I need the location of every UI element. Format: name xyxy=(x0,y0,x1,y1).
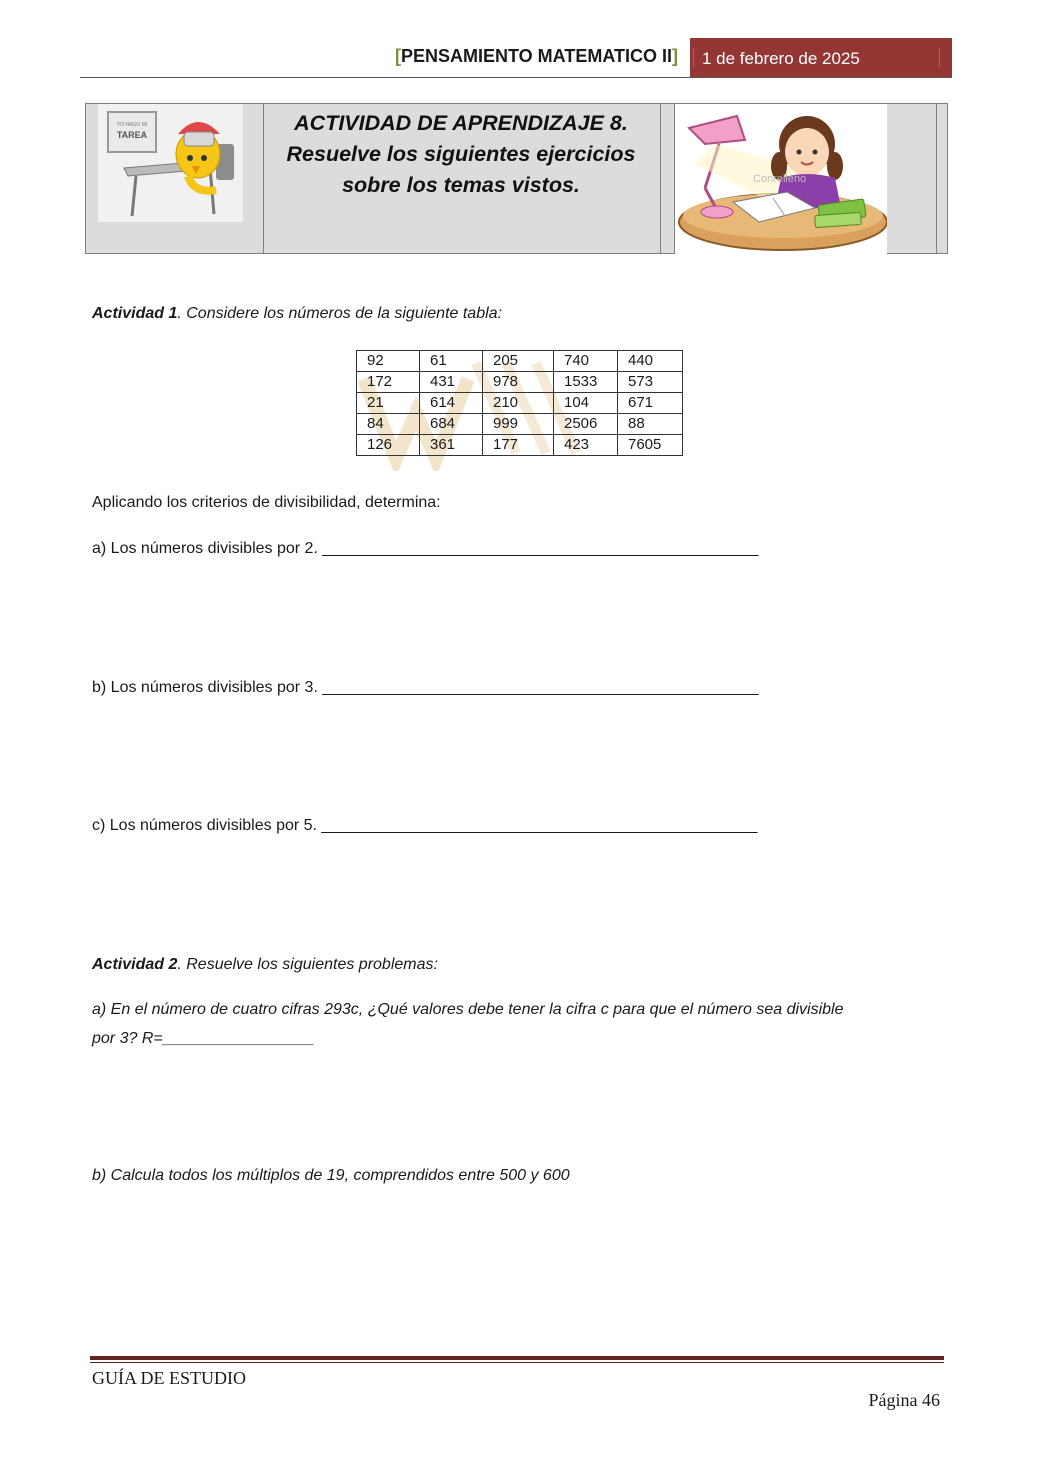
tarea-sign-small: YO HAGO MI xyxy=(116,122,148,128)
footer-divider xyxy=(90,1362,944,1363)
activity-2-label: Actividad 2 xyxy=(92,956,178,973)
problem-a-line1: a) En el número de cuatro cifras 293c, ¿Qué valores debe tener la cifra c para que el número sea divisible xyxy=(92,1001,844,1018)
table-cell: 205 xyxy=(483,351,554,372)
table-row xyxy=(357,351,683,372)
homework-chick-illustration xyxy=(98,104,243,222)
table-cell: 978 xyxy=(483,372,554,393)
table-cell: 177 xyxy=(483,435,554,456)
activity-1-prompt xyxy=(92,304,502,324)
table-cell: 126 xyxy=(357,435,420,456)
illustration-watermark: Conrelleno xyxy=(753,173,807,185)
table-cell: 740 xyxy=(554,351,618,372)
table-cell: 684 xyxy=(420,414,483,435)
document-header-title xyxy=(395,46,678,67)
table-row xyxy=(357,435,683,456)
problem-b: b) Calcula todos los múltiplos de 19, comprendidos entre 500 y 600 xyxy=(92,1167,570,1184)
question-b-divisible-3: b) Los números divisibles por 3. _________________________________________________ xyxy=(92,679,759,696)
table-cell: 440 xyxy=(618,351,683,372)
banner-title-line: sobre los temas vistos. xyxy=(342,173,580,197)
divisibility-instruction: Aplicando los criterios de divisibilidad, determina: xyxy=(92,494,441,511)
header-divider xyxy=(80,77,952,78)
activity-2-prompt xyxy=(92,955,438,975)
footer-guide-label: GUÍA DE ESTUDIO xyxy=(92,1368,246,1388)
table-cell: 671 xyxy=(618,393,683,414)
activity-1-text: . Considere los números de la siguiente tabla: xyxy=(177,305,502,322)
table-cell: 172 xyxy=(357,372,420,393)
table-cell: 61 xyxy=(420,351,483,372)
header-bracket-open: [ xyxy=(394,46,401,66)
table-cell: 999 xyxy=(483,414,554,435)
table-cell: 2506 xyxy=(554,414,618,435)
banner-divider xyxy=(660,104,661,253)
banner-divider xyxy=(936,104,937,253)
table-cell: 84 xyxy=(357,414,420,435)
table-cell: 92 xyxy=(357,351,420,372)
table-cell: 423 xyxy=(554,435,618,456)
activity-banner-title xyxy=(270,108,652,201)
page-number: Página 46 xyxy=(868,1390,940,1410)
header-date: 1 de febrero de 2025 xyxy=(690,38,952,78)
table-cell: 1533 xyxy=(554,372,618,393)
table-cell: 21 xyxy=(357,393,420,414)
banner-title-line: ACTIVIDAD DE APRENDIZAJE 8. xyxy=(294,111,628,135)
activity-2-text: . Resuelve los siguientes problemas: xyxy=(177,956,438,973)
table-cell: 614 xyxy=(420,393,483,414)
table-cell: 431 xyxy=(420,372,483,393)
girl-studying-illustration xyxy=(675,104,887,254)
question-a-divisible-2: a) Los números divisibles por 2. _________________________________________________ xyxy=(92,540,759,557)
table-row xyxy=(357,414,683,435)
problem-a-line2: por 3? R=_________________ xyxy=(92,1030,314,1047)
table-cell: 573 xyxy=(618,372,683,393)
table-cell: 210 xyxy=(483,393,554,414)
table-row xyxy=(357,372,683,393)
table-row xyxy=(357,393,683,414)
numbers-table xyxy=(356,350,683,456)
subject-title: PENSAMIENTO MATEMATICO II xyxy=(400,46,672,66)
question-c-divisible-5: c) Los números divisibles por 5. _________________________________________________ xyxy=(92,817,758,834)
table-cell: 104 xyxy=(554,393,618,414)
footer-divider xyxy=(90,1356,944,1360)
activity-1-label: Actividad 1 xyxy=(92,305,178,322)
table-cell: 361 xyxy=(420,435,483,456)
table-cell: 7605 xyxy=(618,435,683,456)
tarea-sign: TAREA xyxy=(116,130,148,140)
banner-title-line: Resuelve los siguientes ejercicios xyxy=(286,142,636,166)
header-bracket-close: ] xyxy=(672,46,678,66)
banner-divider xyxy=(263,104,264,253)
table-cell: 88 xyxy=(618,414,683,435)
